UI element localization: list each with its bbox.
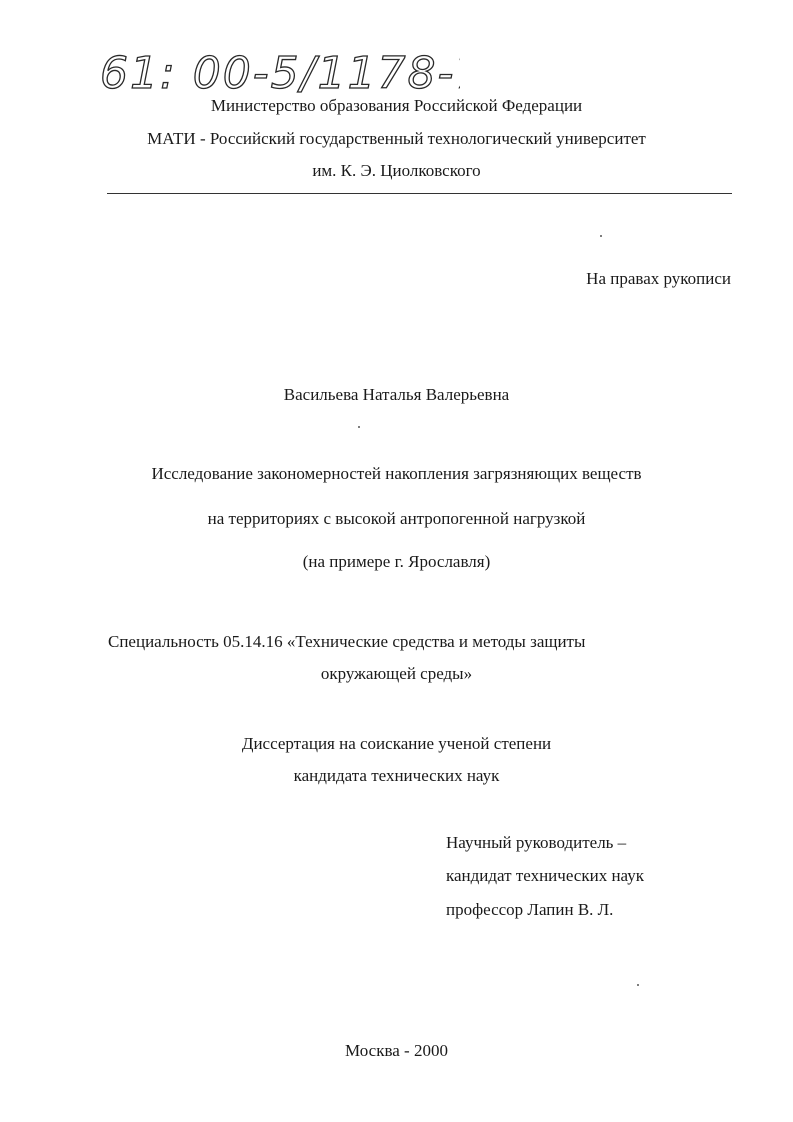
header-divider [107,193,732,194]
scan-speck [600,235,602,237]
manuscript-rights: На правах рукописи [586,269,731,288]
university-line: МАТИ - Российский государственный технологический университет [147,129,646,148]
supervisor-line-1: Научный руководитель – [446,833,627,852]
title-line-3: (на примере г. Ярославля) [302,552,491,571]
scan-speck [358,426,360,428]
title-line-2: на территориях с высокой антропогенной нагрузкой [207,509,586,528]
specialty-line-1: Специальность 05.14.16 «Технические средства и методы защиты [108,632,586,651]
named-after-line: им. К. Э. Циолковского [312,161,481,180]
scan-speck [637,984,639,986]
dissertation-line-1: Диссертация на соискание ученой степени [241,734,552,753]
supervisor-line-2: кандидат технических наук [446,866,644,885]
archive-number-svg [100,40,460,100]
author-name: Васильева Наталья Валерьевна [283,385,510,404]
city-year: Москва - 2000 [345,1041,448,1060]
dissertation-line-2: кандидата технических наук [293,766,500,785]
ministry-line: Министерство образования Российской Федерации [210,96,583,115]
specialty-line-2: окружающей среды» [320,664,473,683]
title-line-1: Исследование закономерностей накопления загрязняющих веществ [151,464,642,483]
archive-number-text: 61: 00-5/1178-7 [100,48,460,99]
supervisor-line-3: профессор Лапин В. Л. [446,900,614,919]
archive-number-handwritten [100,40,460,100]
